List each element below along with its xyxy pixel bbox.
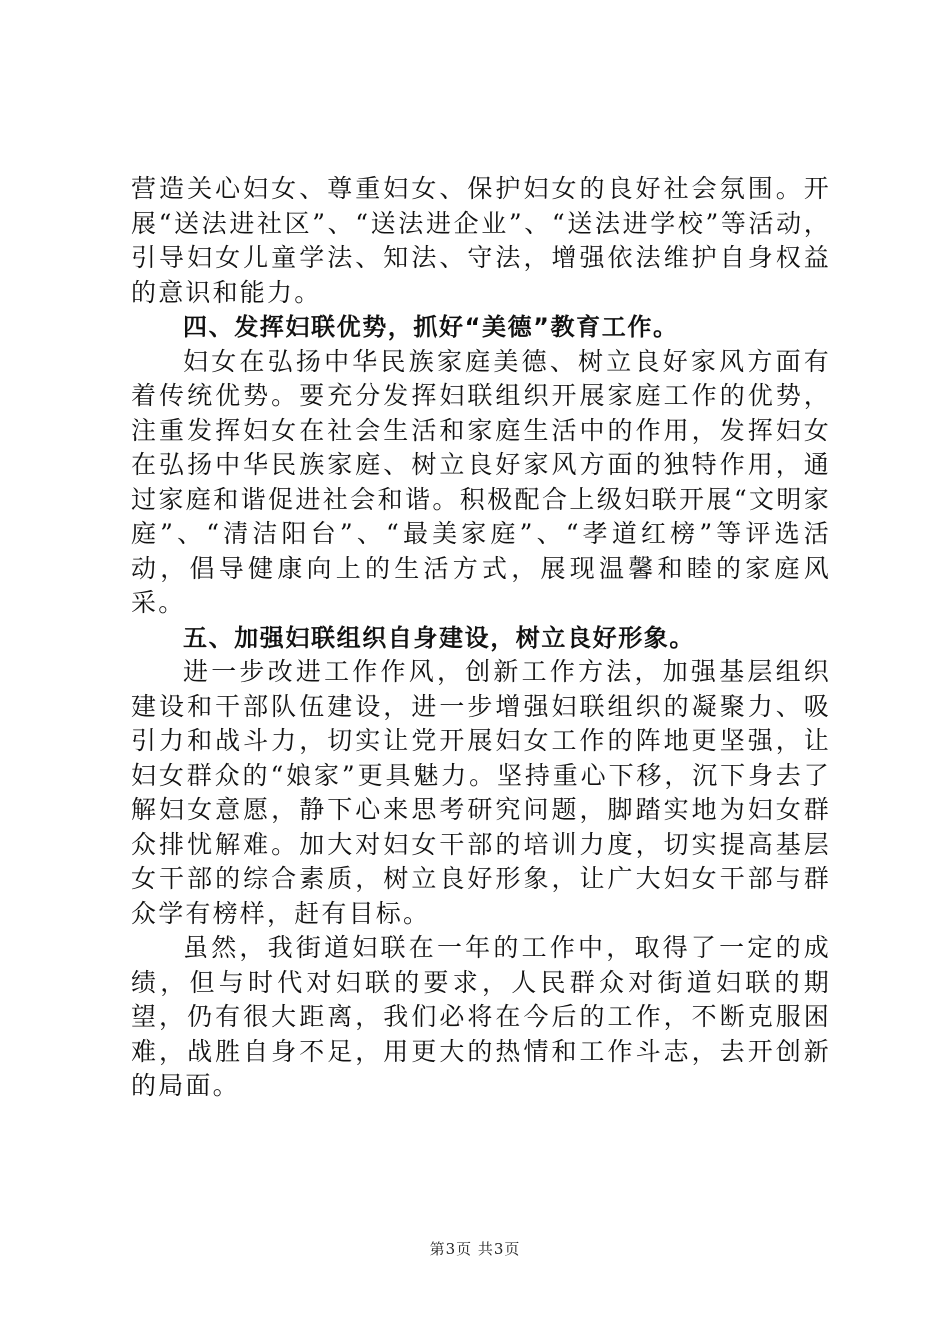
body-paragraph: 营造关心妇女、尊重妇女、保护妇女的良好社会氛围。开展“送法进社区”、“送法进企业”、“送法进学校”等活动，引导妇女儿童学法、知法、守法，增强依法维护自身权益的意识和能力。 xyxy=(131,174,831,307)
page-number-footer: 第3页 共3页 xyxy=(429,1240,521,1258)
section-heading: 四、发挥妇联优势，抓好“美德”教育工作。 xyxy=(183,313,679,341)
body-paragraph: 进一步改进工作作风，创新工作方法，加强基层组织建设和干部队伍建设，进一步增强妇联组织的凝聚力、吸引力和战斗力，切实让党开展妇女工作的阵地更坚强，让妇女群众的“娘家”更具魅力。坚持重心下移，沉下身去了解妇女意愿，静下心来思考研究问题，脚踏实地为妇女群众排忧解难。加大对妇女干部的培训力度，切实提高基层女干部的综合素质，树立良好形象，让广大妇女干部与群众学有榜样，赶有目标。 xyxy=(131,657,831,928)
body-paragraph: 虽然，我街道妇联在一年的工作中，取得了一定的成绩，但与时代对妇联的要求，人民群众对街道妇联的期望，仍有很大距离，我们必将在今后的工作，不断克服困难，战胜自身不足，用更大的热情和工作斗志，去开创新的局面。 xyxy=(131,933,831,1100)
document-body xyxy=(131,172,831,1104)
section-heading: 五、加强妇联组织自身建设，树立良好形象。 xyxy=(183,623,695,652)
body-paragraph: 妇女在弘扬中华民族家庭美德、树立良好家风方面有着传统优势。要充分发挥妇联组织开展家庭工作的优势，注重发挥妇女在社会生活和家庭生活中的作用，发挥妇女在弘扬中华民族家庭、树立良好家风方面的独特作用，通过家庭和谐促进社会和谐。积极配合上级妇联开展“文明家庭”、“清洁阳台”、“最美家庭”、“孝道红榜”等评选活动，倡导健康向上的生活方式，展现温馨和睦的家庭风采。 xyxy=(131,346,831,617)
